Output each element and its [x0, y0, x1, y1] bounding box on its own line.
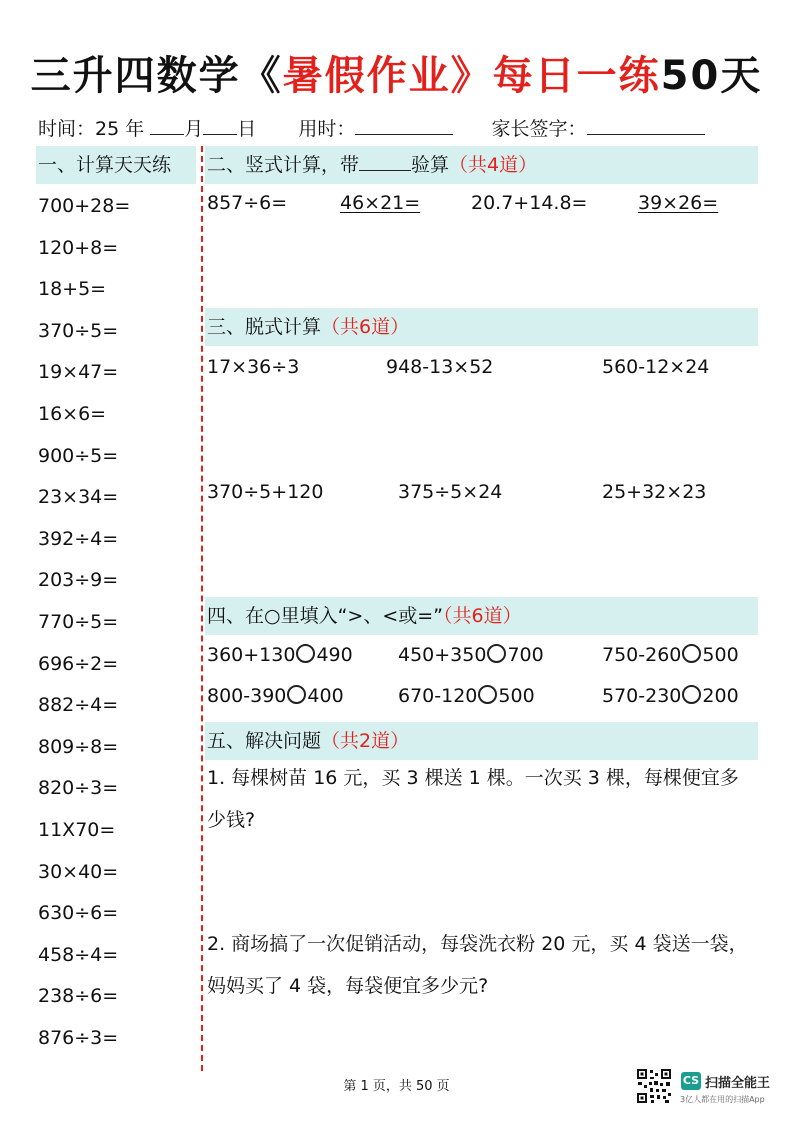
calc-item: 630÷6= [38, 902, 119, 925]
compare-circle[interactable] [478, 685, 497, 704]
calc-item: 700+28= [38, 195, 131, 217]
section4-count: （共6道） [443, 605, 522, 627]
brand-tagline: 3亿人都在用的扫描App [680, 1095, 765, 1104]
day-blank[interactable] [203, 116, 237, 135]
step-calc-problem: 17×36÷3 [207, 356, 300, 378]
section1-header [36, 146, 196, 184]
brand-name: 扫描全能王 [705, 1076, 771, 1091]
compare-problem: 670-120 500 [398, 685, 535, 707]
calc-item: 900÷5= [38, 444, 119, 467]
month-blank[interactable] [150, 116, 184, 135]
qr-code-icon [636, 1068, 672, 1104]
info-row [38, 114, 705, 141]
section2-header [205, 146, 758, 184]
section3-count: （共6道） [321, 316, 410, 338]
word-problem-2: 2. 商场搞了一次促销活动，每袋洗衣粉 20 元，买 4 袋送一袋，妈妈买了 4 袋，每袋便宜多少元? [207, 933, 748, 997]
compare-problem: 750-260 500 [602, 644, 739, 666]
parent-sign-label: 家长签字： [491, 118, 587, 140]
calc-item: 203÷9= [38, 569, 119, 592]
section2-blank [359, 148, 411, 171]
page-number: 第 1 页，共 50 页 [343, 1079, 450, 1094]
page-title [0, 44, 793, 101]
section2-title: 二、竖式计算，带 [207, 154, 360, 176]
calc-item: 23×34= [38, 486, 119, 509]
compare-circle[interactable] [287, 685, 306, 704]
calc-item: 370÷5= [38, 319, 119, 342]
day-label: 日 [237, 118, 257, 140]
title-part1: 三升四数学《 [30, 53, 283, 99]
section1-title: 一、计算天天练 [38, 154, 172, 176]
word-problem-1: 1. 每棵树苗 16 元，买 3 棵送 1 棵。一次买 3 棵，每棵便宜多少钱? [207, 767, 739, 831]
title-part3: 》每日一练 [450, 53, 661, 99]
calc-item: 882÷4= [38, 694, 119, 717]
compare-circle[interactable] [296, 644, 315, 663]
calc-item: 16×6= [38, 402, 107, 425]
calc-item: 809÷8= [38, 735, 119, 758]
section4-title: 四、在○里填入“>、<或=” [207, 605, 444, 627]
calc-item: 30×40= [38, 860, 119, 883]
compare-problem: 570-230 200 [602, 685, 739, 707]
time-label: 时间：25 年 [38, 118, 145, 140]
calc-item: 392÷4= [38, 527, 119, 550]
compare-problem: 800-390 400 [207, 685, 344, 707]
calc-item: 820÷3= [38, 777, 119, 800]
step-calc-problem: 375÷5×24 [398, 481, 503, 503]
vertical-problem: 857÷6= [207, 192, 288, 214]
used-time-blank[interactable] [355, 116, 453, 135]
section3-header [205, 308, 758, 346]
compare-circle[interactable] [682, 685, 701, 704]
month-label: 月 [184, 118, 204, 140]
section5-header [205, 722, 758, 760]
section5-title: 五、解决问题 [207, 730, 322, 752]
compare-problem: 360+130 490 [207, 644, 353, 666]
vertical-problem: 39×26= [638, 192, 719, 214]
column-divider [201, 146, 203, 1071]
step-calc-problem: 948-13×52 [386, 356, 494, 378]
step-calc-problem: 370÷5+120 [207, 481, 324, 503]
calc-item: 458÷4= [38, 943, 119, 966]
compare-problem: 450+350 700 [398, 644, 544, 666]
vertical-problem: 20.7+14.8= [471, 192, 588, 214]
camscanner-logo-icon: CS [681, 1072, 701, 1090]
section5-count: （共2道） [321, 730, 410, 752]
section2-count: （共4道） [449, 154, 538, 176]
parent-sign-blank[interactable] [587, 116, 705, 135]
step-calc-problem: 560-12×24 [602, 356, 710, 378]
calc-item: 11X70= [38, 818, 116, 841]
title-part4: 50天 [660, 53, 763, 99]
step-calc-problem: 25+32×23 [602, 481, 707, 503]
title-highlight: 暑假作业 [282, 53, 451, 99]
calc-item: 120+8= [38, 236, 119, 259]
compare-circle[interactable] [487, 644, 506, 663]
calc-item: 18+5= [38, 278, 107, 301]
calc-item: 696÷2= [38, 652, 119, 675]
calc-item: 876÷3= [38, 1026, 119, 1049]
compare-circle[interactable] [682, 644, 701, 663]
calc-item: 238÷6= [38, 985, 119, 1008]
calc-item: 19×47= [38, 361, 119, 384]
used-time-label: 用时： [298, 118, 356, 140]
section4-header [205, 597, 758, 635]
calc-item: 770÷5= [38, 610, 119, 633]
vertical-problem: 46×21= [340, 192, 421, 214]
section2-title-b: 验算 [411, 154, 450, 176]
calc-list [38, 192, 130, 1065]
section3-title: 三、脱式计算 [207, 316, 322, 338]
